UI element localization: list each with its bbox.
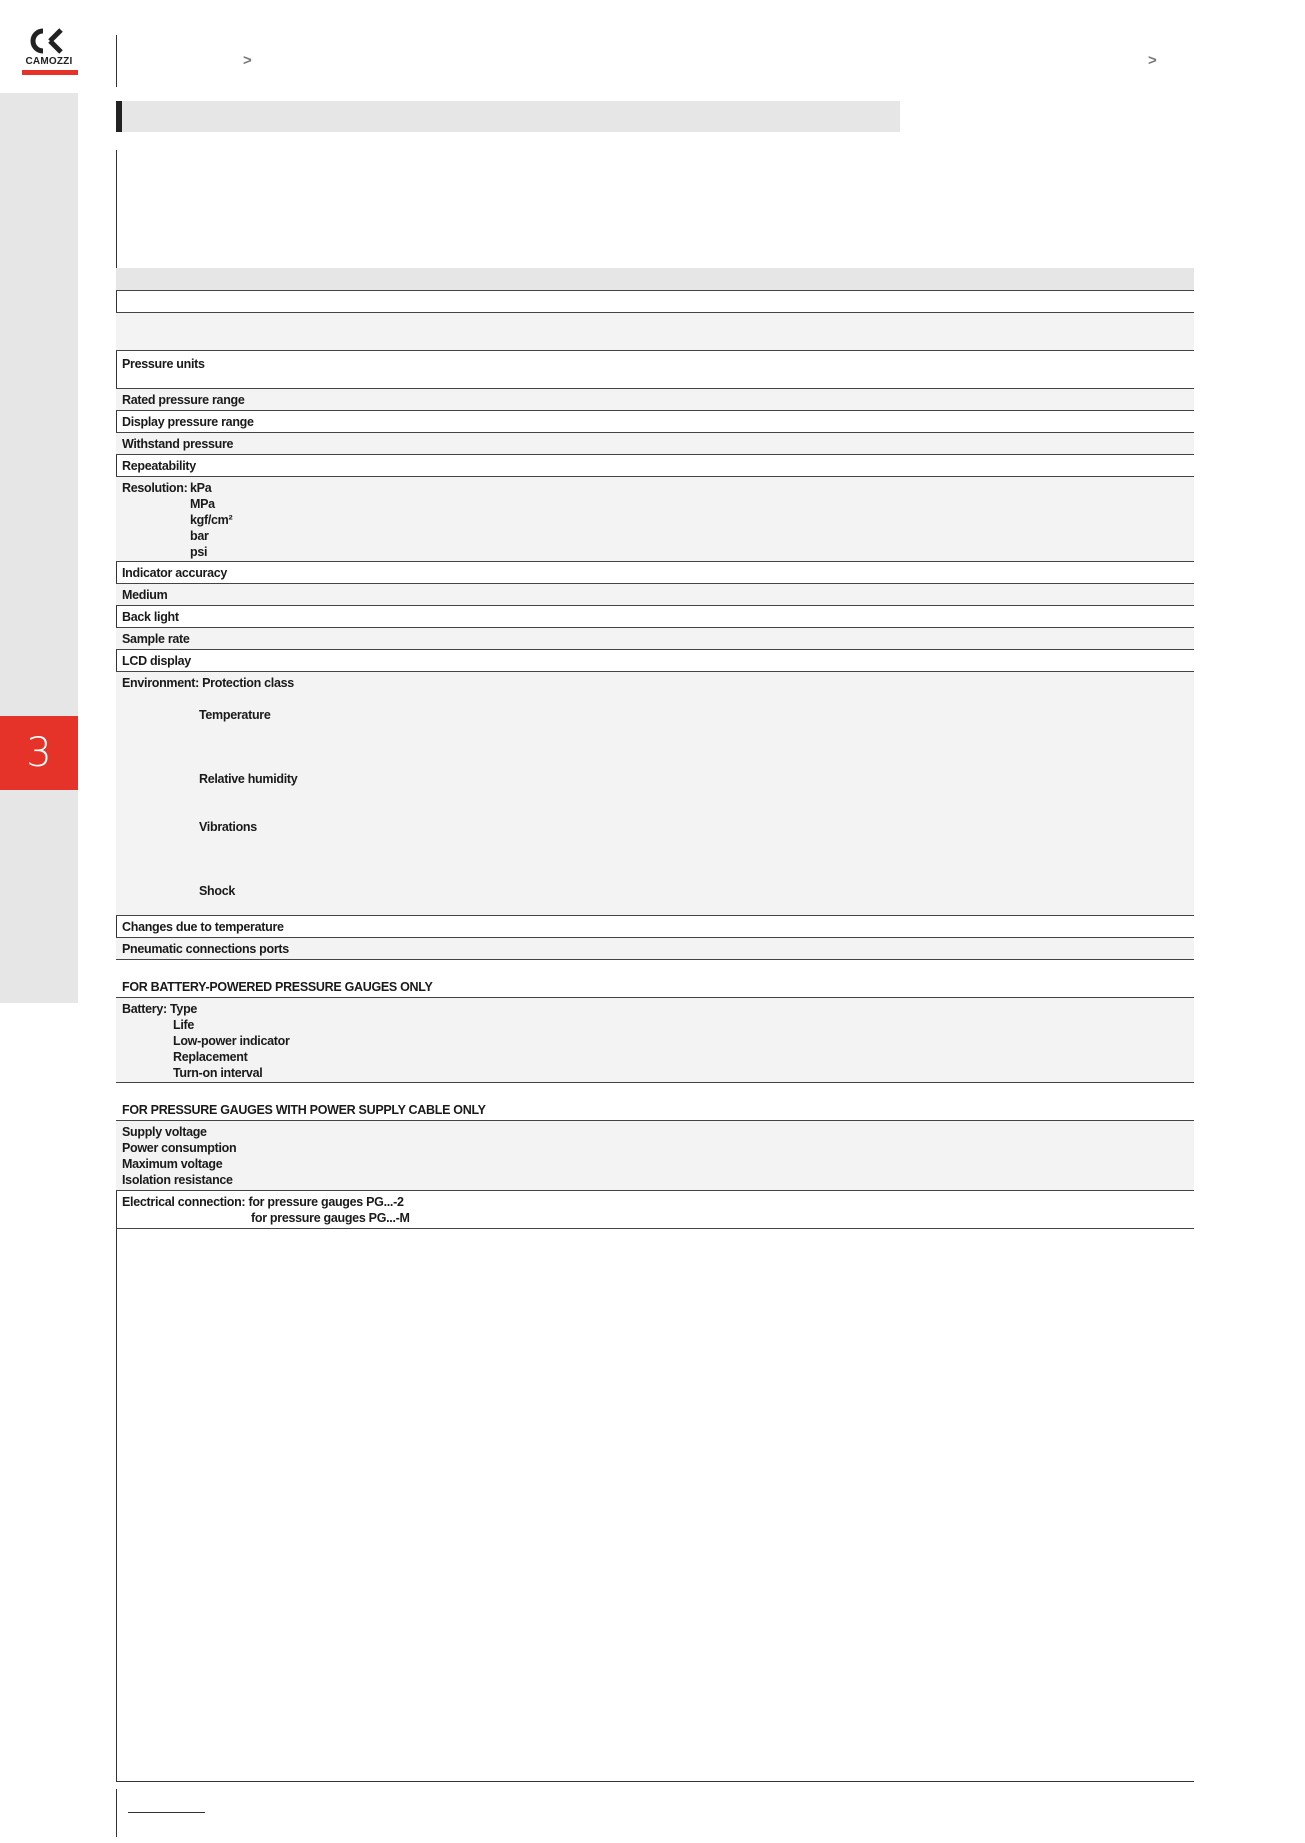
table-row-battery	[116, 998, 1194, 1083]
breadcrumb-separator-right: >	[1148, 52, 1157, 69]
resolution-unit: kgf/cm²	[190, 513, 233, 527]
brand-name: CAMOZZI	[25, 56, 73, 67]
table-row-repeatability	[116, 455, 1194, 477]
row-label: Changes due to temperature	[122, 920, 284, 934]
environment-relative-humidity: Relative humidity	[199, 772, 298, 786]
row-label: Environment: Protection class	[122, 676, 294, 690]
footer-divider	[116, 1789, 117, 1837]
table-row-display-pressure-range	[116, 411, 1194, 433]
camozzi-logo-icon	[28, 28, 68, 54]
row-label: Battery: Type	[122, 1002, 198, 1016]
table-row-electrical-connection	[116, 1191, 1194, 1229]
row-label: LCD display	[122, 654, 191, 668]
page-bottom-rule	[116, 1781, 1194, 1782]
breadcrumb-separator-left: >	[243, 52, 252, 69]
environment-vibrations: Vibrations	[199, 820, 257, 834]
row-label: Withstand pressure	[122, 437, 234, 451]
table-row-pneumatic-connections	[116, 938, 1194, 960]
resolution-unit: kPa	[190, 481, 212, 495]
table-row-pressure-units	[116, 351, 1194, 389]
row-label: Medium	[122, 588, 168, 602]
table-row-power	[116, 1121, 1194, 1191]
environment-shock: Shock	[199, 884, 236, 898]
battery-item: Replacement	[173, 1050, 248, 1064]
table-row-sample-rate	[116, 628, 1194, 650]
table-row-changes-due-to-temperature	[116, 916, 1194, 938]
electrical-connection-m: for pressure gauges PG...-M	[251, 1211, 410, 1225]
row-label: Repeatability	[122, 459, 196, 473]
row-label: Display pressure range	[122, 415, 254, 429]
battery-item: Low-power indicator	[173, 1034, 290, 1048]
row-label: Resolution:	[122, 481, 188, 495]
row-label: Back light	[122, 610, 179, 624]
table-row-lcd-display	[116, 650, 1194, 672]
row-label: Maximum voltage	[122, 1157, 223, 1171]
brand-bar	[22, 70, 78, 75]
table-row-environment	[116, 672, 1194, 916]
environment-temperature: Temperature	[199, 708, 271, 722]
table-row-resolution	[116, 477, 1194, 562]
row-label: Pneumatic connections ports	[122, 942, 289, 956]
table-row-withstand-pressure	[116, 433, 1194, 455]
section-heading: FOR PRESSURE GAUGES WITH POWER SUPPLY CABLE ONLY	[122, 1103, 486, 1117]
section-tab[interactable]	[0, 716, 78, 790]
table-row-rated-pressure-range	[116, 389, 1194, 411]
resolution-unit: psi	[190, 545, 208, 559]
table-row-blank	[116, 313, 1194, 351]
row-label: Indicator accuracy	[122, 566, 228, 580]
section-title-accent	[116, 101, 122, 132]
spec-table	[116, 268, 1194, 1229]
row-label: Electrical connection: for pressure gauges PG...-2	[122, 1195, 404, 1209]
row-label: Isolation resistance	[122, 1173, 233, 1187]
battery-item: Life	[173, 1018, 195, 1032]
table-section-power-cable	[116, 1083, 1194, 1121]
footer-rule	[128, 1812, 205, 1813]
table-header	[116, 268, 1194, 291]
table-row-indicator-accuracy	[116, 562, 1194, 584]
header-divider	[116, 35, 117, 87]
brand-logo[interactable]	[18, 28, 80, 80]
row-label: Rated pressure range	[122, 393, 245, 407]
table-row-back-light	[116, 606, 1194, 628]
sidebar	[0, 93, 78, 1003]
section-title-bar	[116, 101, 900, 132]
resolution-unit: MPa	[190, 497, 215, 511]
table-row-blank	[116, 291, 1194, 313]
row-label: Power consumption	[122, 1141, 237, 1155]
row-label: Sample rate	[122, 632, 190, 646]
row-label: Pressure units	[122, 357, 205, 371]
table-section-battery	[116, 960, 1194, 998]
section-heading: FOR BATTERY-POWERED PRESSURE GAUGES ONLY	[122, 980, 433, 994]
section-number: 3	[26, 730, 52, 776]
battery-item: Turn-on interval	[173, 1066, 263, 1080]
table-row-medium	[116, 584, 1194, 606]
row-label: Supply voltage	[122, 1125, 207, 1139]
resolution-unit: bar	[190, 529, 209, 543]
